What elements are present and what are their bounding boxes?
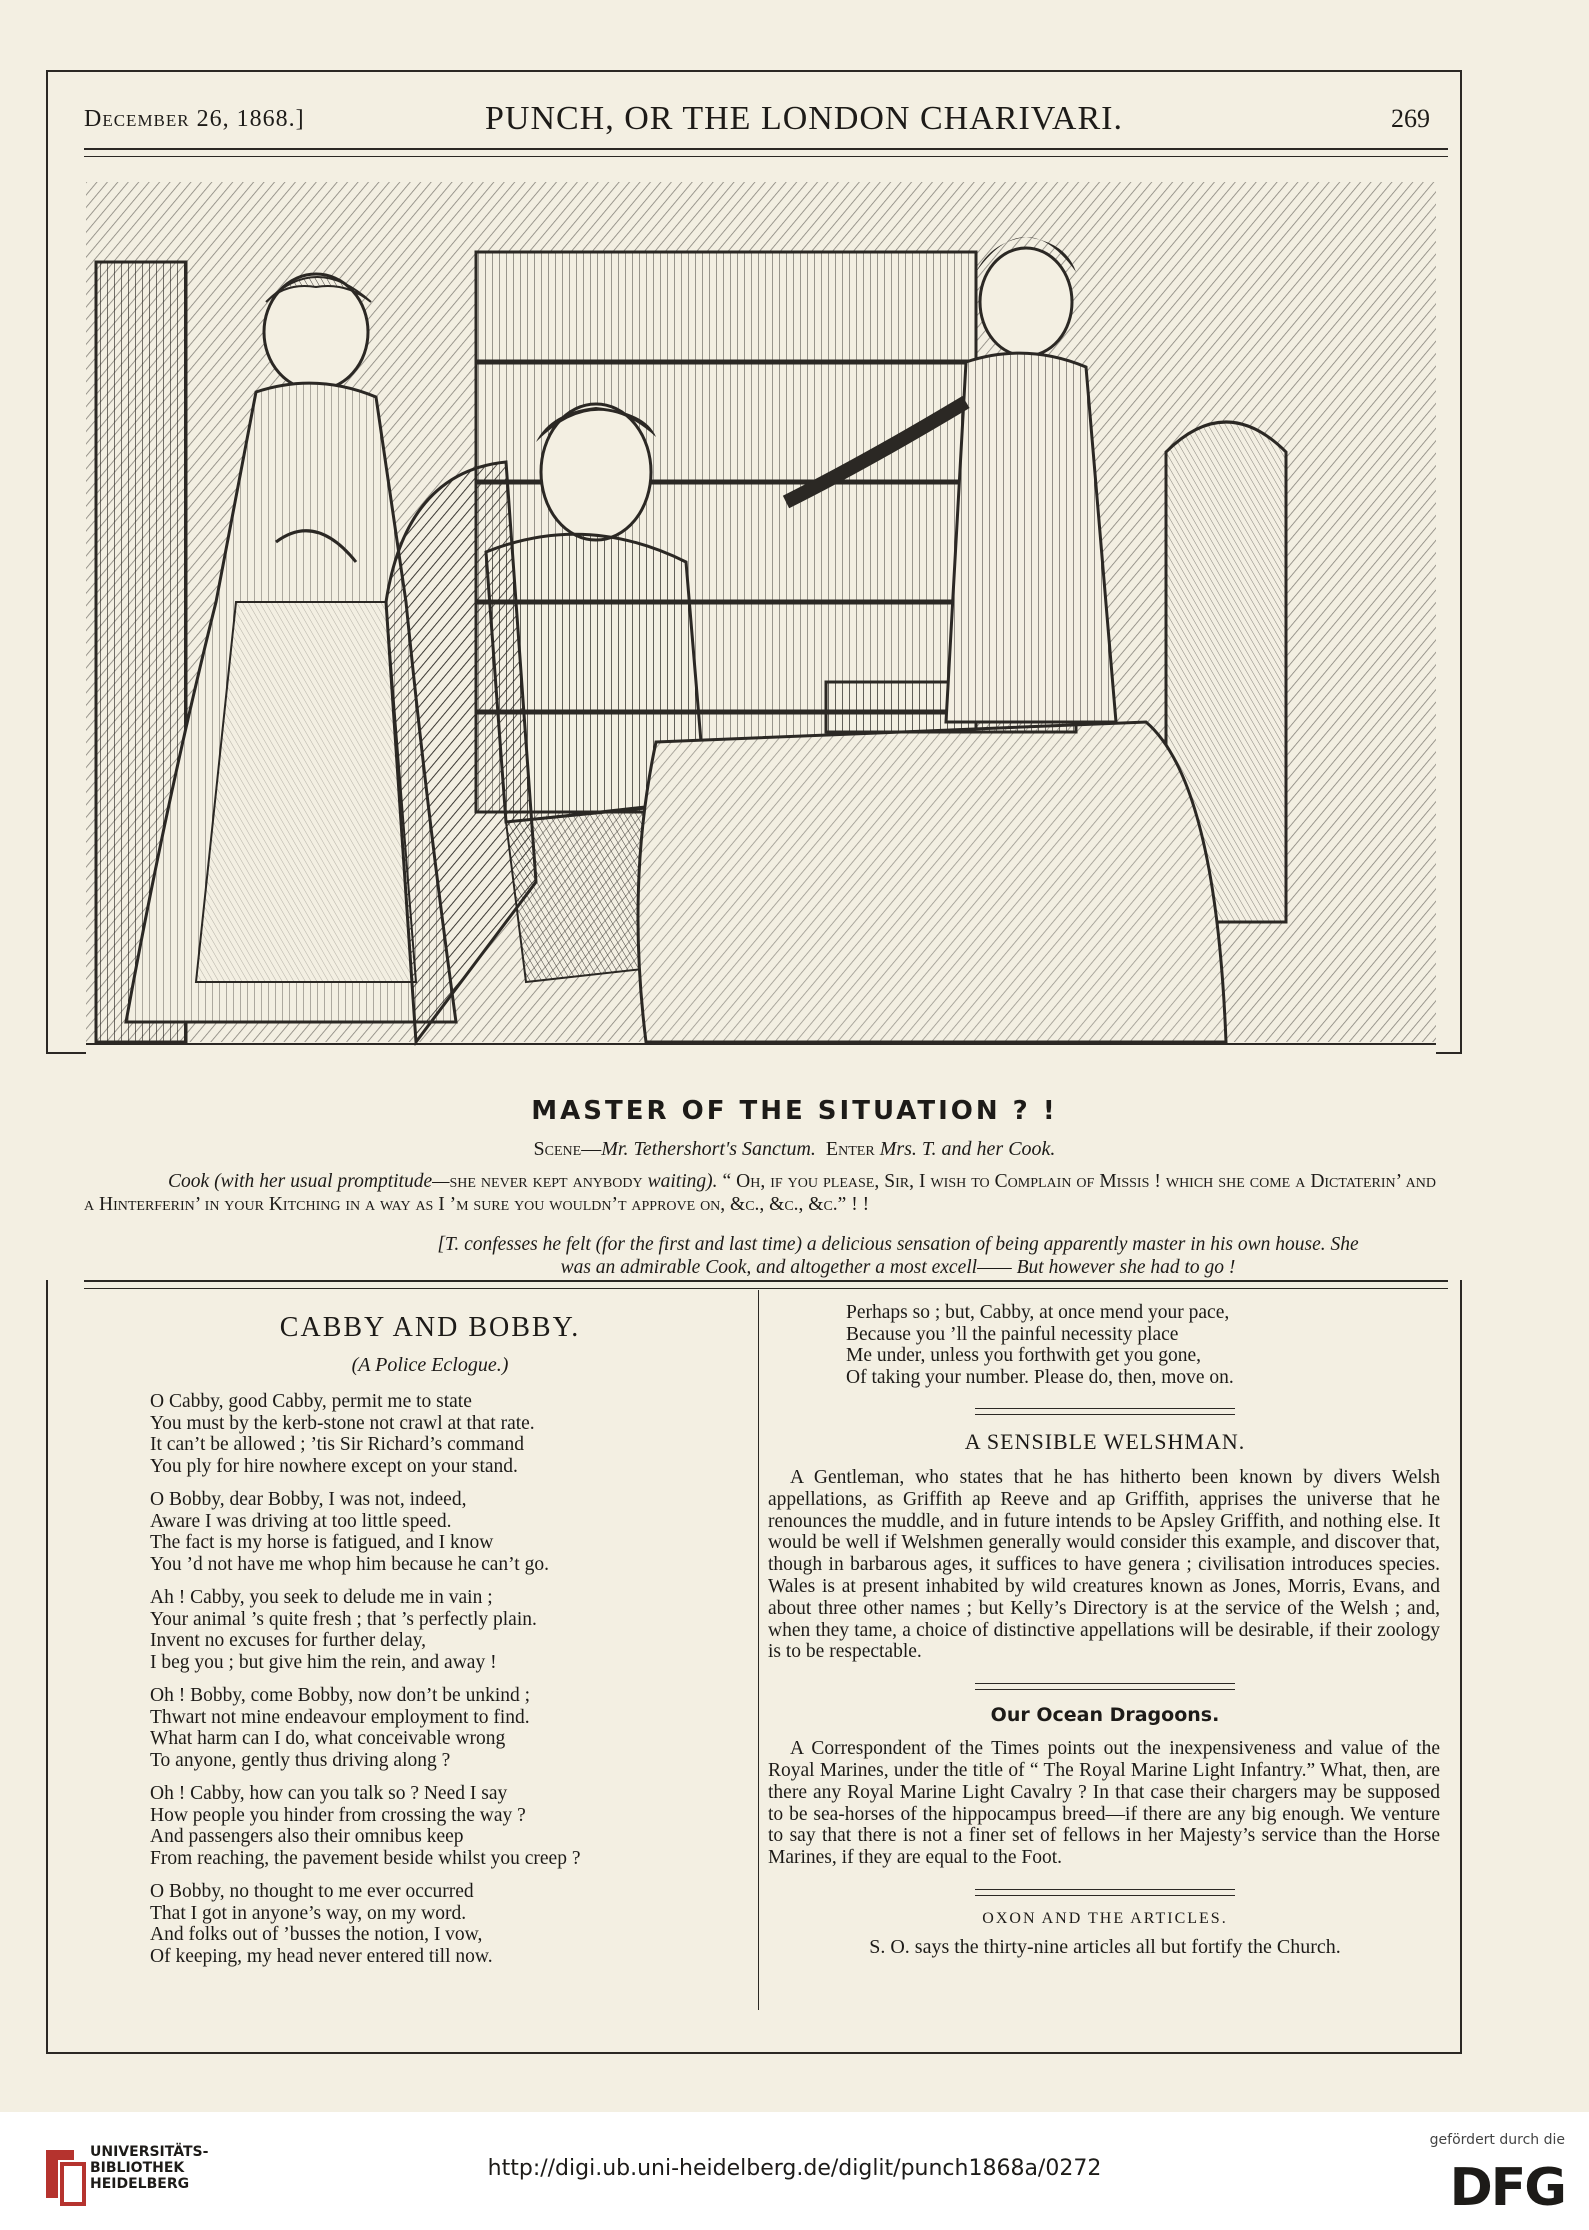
permalink-url[interactable]: http://digi.ub.uni-heidelberg.de/diglit/punch1868a/0272	[487, 2156, 1102, 2181]
poem-stanza	[150, 1881, 710, 1967]
caption-speaker: Cook (with her usual promptitude—	[168, 1171, 450, 1192]
poem-line: Your animal ’s quite fresh ; that ’s perfectly plain.	[150, 1608, 537, 1630]
caption-note-line-2: was an admirable Cook, and altogether a most excell—— But however she had to go !	[560, 1257, 1236, 1278]
poem-line: Oh ! Bobby, come Bobby, now don’t be unkind ;	[150, 1685, 531, 1706]
library-line-1: UNIVERSITÄTS-	[90, 2144, 209, 2160]
poem-line: Ah ! Cabby, you seek to delude me in vain ;	[150, 1587, 493, 1608]
poem-line: Invent no excuses for further delay,	[150, 1630, 426, 1651]
column-rule	[758, 1290, 759, 2010]
poem-line: Me under, unless you forthwith get you gone,	[846, 1345, 1202, 1366]
poem-subtitle: (A Police Eclogue.)	[351, 1354, 509, 1376]
poem-line: O Bobby, dear Bobby, I was not, indeed,	[150, 1489, 467, 1510]
cartoon-caption	[84, 1170, 1436, 1216]
poem-line: From reaching, the pavement beside whilst you creep ?	[150, 1847, 581, 1869]
poem-line: You ply for hire nowhere except on your stand.	[150, 1455, 518, 1477]
poem-line: Of keeping, my head never entered till now.	[150, 1945, 493, 1967]
viewer-footer	[0, 2112, 1589, 2230]
scene-enter: Enter	[825, 1138, 875, 1160]
library-line-3: HEIDELBERG	[90, 2176, 190, 2192]
page-number: 269	[1391, 104, 1430, 133]
poem-line: It can’t be allowed ; ’tis Sir Richard’s command	[150, 1434, 525, 1455]
caption-speech: “ Oh, if you please, Sir, I wish to Complain of Missis ! which she come a Dictaterin’ and a Hinterferin’ in your Kitching in a way as I ’m sure you wouldn’t approve on, &c., &c., &c.” ! !	[84, 1171, 1436, 1215]
poem-stanza	[150, 1489, 710, 1575]
short-rule	[975, 1889, 1235, 1896]
poem-line: What harm can I do, what conceivable wrong	[150, 1728, 506, 1749]
caption-note	[360, 1233, 1436, 1279]
cartoon-illustration	[86, 182, 1436, 1072]
poem-stanza	[150, 1783, 710, 1869]
caption-note-line-1: [T. confesses he felt (for the first and last time) a delicious sensation of being apparently master in his own house. She	[437, 1234, 1359, 1255]
poem-stanza	[150, 1587, 710, 1673]
right-column	[760, 1302, 1450, 1959]
funding-label: gefördert durch die	[1429, 2132, 1565, 2148]
dfg-logo[interactable]: DFG	[1449, 2158, 1565, 2218]
poem-stanza	[150, 1685, 710, 1771]
poem-line: To anyone, gently thus driving along ?	[150, 1749, 451, 1771]
poem-line: How people you hinder from crossing the way ?	[150, 1804, 526, 1826]
poem-line: And folks out of ’busses the notion, I vow,	[150, 1924, 483, 1945]
oxon-text: S. O. says the thirty-nine articles all but fortify the Church.	[869, 1935, 1341, 1958]
poem-line: And passengers also their omnibus keep	[150, 1826, 464, 1847]
scene-place: Mr. Tethershort's Sanctum.	[601, 1138, 816, 1160]
poem-line: That I got in anyone’s way, on my word.	[150, 1902, 467, 1924]
poem-line: O Bobby, no thought to me ever occurred	[150, 1881, 474, 1902]
poem-line: Oh ! Cabby, how can you talk so ? Need I say	[150, 1783, 508, 1804]
poem-line: Aware I was driving at too little speed.	[150, 1510, 452, 1532]
poem-continued	[846, 1302, 1450, 1388]
caption-smallcaps: she never kept anybody	[449, 1171, 643, 1192]
issue-date: December 26, 1868.]	[84, 106, 305, 132]
poem-stanza	[150, 1391, 710, 1477]
masthead-rule	[84, 148, 1448, 157]
poem-line: You ’d not have me whop him because he can’t go.	[150, 1553, 549, 1575]
poem-title: CABBY AND BOBBY.	[279, 1312, 581, 1343]
dragoons-text: A Correspondent of the Times points out the inexpensiveness and value of the Royal Marines, under the title of “ The Royal Marine Light Infantry.” What, then, are there any Royal Marine Light Cavalry ? In that case their chargers may be supposed to be sea-horses of the hippocampus breed—if there are any big enough. We venture to say that there is not a finer set of fellows in her Majesty’s service than the Horse Marines, if they are equal to the Foot.	[768, 1738, 1440, 1869]
library-line-2: BIBLIOTHEK	[90, 2160, 185, 2176]
dragoons-title: Our Ocean Dragoons.	[990, 1704, 1220, 1727]
section-rule	[84, 1280, 1448, 1289]
welshman-text: A Gentleman, who states that he has hitherto been known by divers Welsh appellations, as Griffith ap Reeve and ap Griffith, apprises the universe that he renounces the muddle, and in future intends to be Apsley Griffith, and nothing else. It would be well if Welshmen generally would consider this example, and discover that, though in barbarous ages, it suffices to have genera ; civilisation introduces species. Wales is at present inhabited by wild creatures known as Jones, Morris, Evans, and about three other names ; but Kelly’s Directory is at the service of the Welsh ; and, when they tame, a choice of distinctive appellations will be desirable, if their zoology is to be respectable.	[768, 1467, 1440, 1663]
masthead	[84, 100, 1430, 144]
scene-line	[0, 1138, 1589, 1161]
poem-line: Thwart not mine endeavour employment to find.	[150, 1706, 530, 1728]
oxon-title: OXON AND THE ARTICLES.	[982, 1909, 1228, 1927]
poem-line: O Cabby, good Cabby, permit me to state	[150, 1391, 472, 1412]
poem-column	[150, 1312, 710, 1979]
short-rule	[975, 1683, 1235, 1690]
poem-line: Because you ’ll the painful necessity place	[846, 1323, 1179, 1345]
poem-stanzas	[150, 1391, 710, 1967]
welshman-title: A SENSIBLE WELSHMAN.	[964, 1429, 1246, 1454]
poem-line: You must by the kerb-stone not crawl at that rate.	[150, 1412, 535, 1434]
cartoon-title: MASTER OF THE SITUATION ? !	[531, 1096, 1058, 1126]
scene-prefix: Scene—	[533, 1138, 602, 1160]
scene-who: Mrs. T. and her Cook.	[879, 1138, 1056, 1160]
poem-line: I beg you ; but give him the rein, and away !	[150, 1651, 497, 1673]
publication-title: PUNCH, OR THE LONDON CHARIVARI.	[484, 100, 1123, 137]
short-rule	[975, 1408, 1235, 1415]
poem-line: Perhaps so ; but, Cabby, at once mend your pace,	[846, 1302, 1230, 1323]
poem-line: Of taking your number. Please do, then, move on.	[846, 1366, 1234, 1388]
caption-waiting: waiting).	[642, 1171, 718, 1192]
poem-line: The fact is my horse is fatigued, and I know	[150, 1532, 494, 1553]
